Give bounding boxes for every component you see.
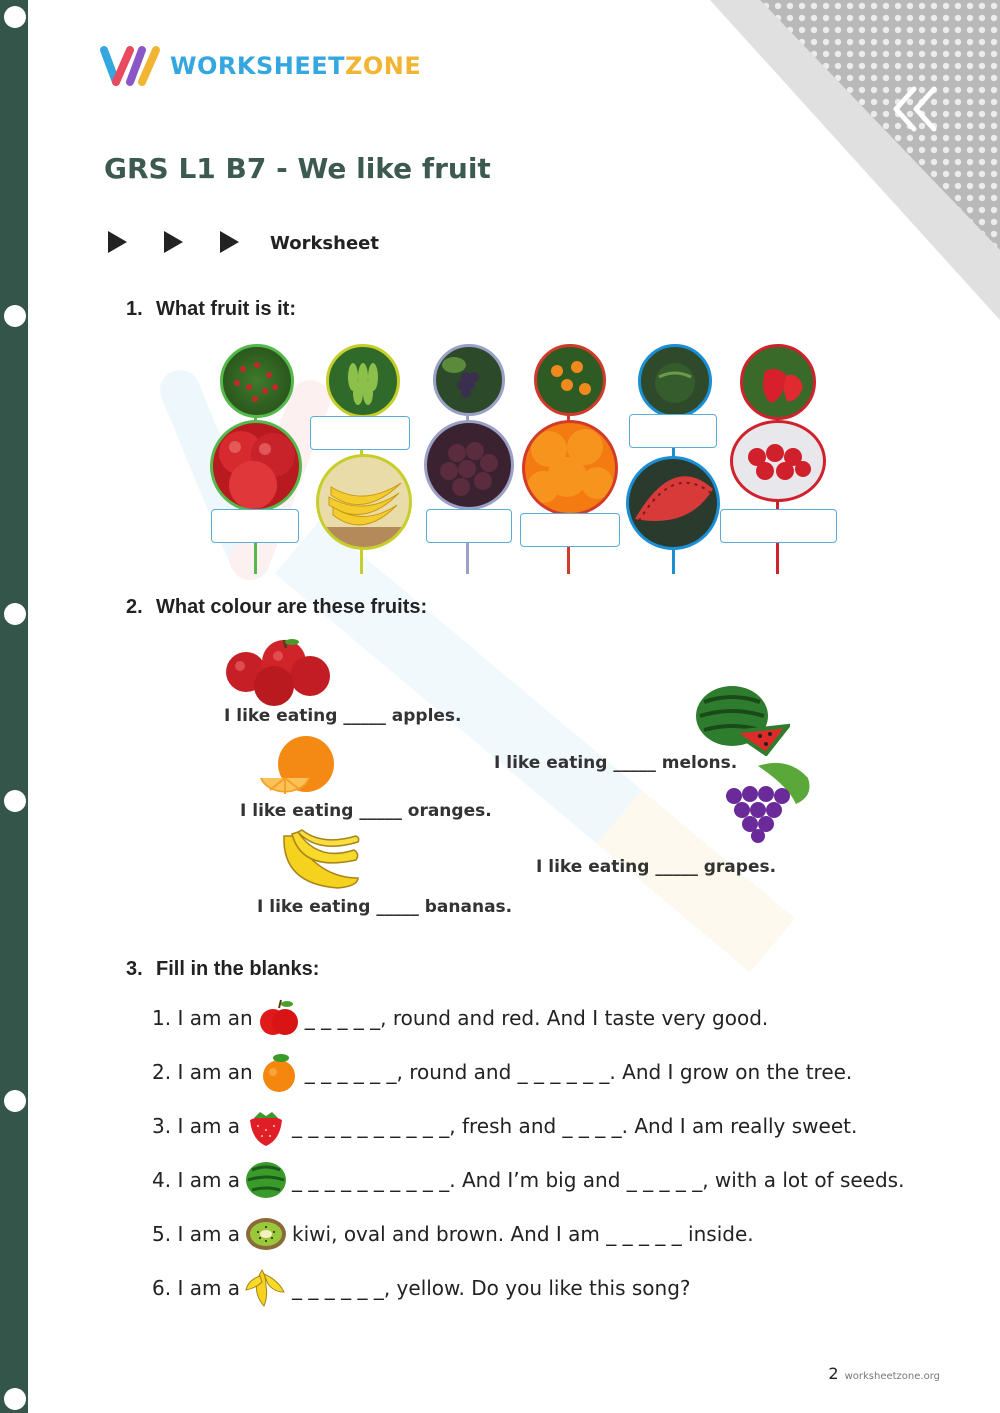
grapes-illustration bbox=[718, 756, 826, 846]
watermelon-icon bbox=[244, 1158, 288, 1202]
section3-number: 3. bbox=[126, 958, 143, 980]
line-text: _ _ _ _ _ _, round and _ _ _ _ _ _. And I grow on the tree. bbox=[304, 1060, 853, 1084]
section3-title: Fill in the blanks: bbox=[156, 958, 320, 980]
bananas-sentence: I like eating _____ bananas. bbox=[257, 897, 513, 917]
banana-illustration bbox=[278, 828, 362, 900]
worksheet-label: Worksheet bbox=[270, 233, 379, 254]
binder-hole bbox=[4, 790, 26, 812]
double-chevron-left-icon[interactable] bbox=[892, 86, 940, 132]
line-text: _ _ _ _ _, round and red. And I taste very good. bbox=[304, 1006, 769, 1030]
kiwi-icon bbox=[244, 1212, 288, 1256]
apples-sentence: I like eating _____ apples. bbox=[224, 706, 462, 726]
strawberry-plant-photo bbox=[740, 344, 816, 420]
answer-box[interactable] bbox=[211, 509, 299, 543]
section2-title: What colour are these fruits: bbox=[156, 596, 428, 618]
fill-blank-line bbox=[152, 1266, 691, 1310]
melon-plant-photo bbox=[638, 344, 712, 418]
orange-tree-photo bbox=[534, 344, 606, 416]
grapes-sentence: I like eating _____ grapes. bbox=[536, 857, 777, 877]
play-icon[interactable] bbox=[220, 231, 239, 253]
oranges-sentence: I like eating _____ oranges. bbox=[240, 801, 492, 821]
fill-blank-line bbox=[152, 1050, 852, 1094]
apple-icon bbox=[257, 996, 301, 1040]
play-icon[interactable] bbox=[164, 231, 183, 253]
line-prefix: 1. I am an bbox=[152, 1006, 253, 1030]
line-prefix: 4. I am a bbox=[152, 1168, 241, 1192]
page-title: GRS L1 B7 - We like fruit bbox=[104, 152, 491, 185]
strawberry-icon bbox=[244, 1104, 288, 1148]
strawberry-bowl-photo bbox=[730, 420, 826, 502]
grapes-photo bbox=[424, 420, 514, 510]
apple-tree-photo bbox=[220, 344, 294, 418]
corner-decoration bbox=[700, 0, 1000, 320]
logo-mark-icon bbox=[100, 44, 162, 88]
line-text: _ _ _ _ _ _, yellow. Do you like this song? bbox=[292, 1276, 691, 1300]
fill-blank-line bbox=[152, 996, 768, 1040]
section1-title: What fruit is it: bbox=[156, 298, 296, 320]
section1-heading bbox=[126, 298, 296, 321]
page-number: 2 bbox=[828, 1364, 839, 1383]
banana-tree-photo bbox=[326, 344, 400, 418]
brand-logo[interactable] bbox=[100, 44, 421, 88]
line-prefix: 2. I am an bbox=[152, 1060, 253, 1084]
brand-name-part2: ZONE bbox=[344, 52, 422, 80]
melon-slice-photo bbox=[626, 456, 720, 550]
orange-icon bbox=[257, 1050, 301, 1094]
answer-box[interactable] bbox=[310, 416, 410, 450]
binder-hole bbox=[4, 6, 26, 28]
apples-illustration bbox=[222, 636, 332, 706]
answer-box[interactable] bbox=[720, 509, 837, 543]
grape-vine-photo bbox=[433, 344, 505, 416]
oranges-photo bbox=[522, 420, 618, 516]
answer-box[interactable] bbox=[520, 513, 620, 547]
watermelon-illustration bbox=[694, 682, 790, 756]
binder-strip bbox=[0, 0, 28, 1413]
line-text: _ _ _ _ _ _ _ _ _ _. And I’m big and _ _ _ _ _, with a lot of seeds. bbox=[292, 1168, 905, 1192]
line-text: kiwi, oval and brown. And I am _ _ _ _ _ inside. bbox=[292, 1222, 754, 1246]
line-text: _ _ _ _ _ _ _ _ _ _, fresh and _ _ _ _. And I am really sweet. bbox=[292, 1114, 858, 1138]
apples-photo bbox=[210, 420, 302, 512]
section1-number: 1. bbox=[126, 298, 143, 320]
line-prefix: 6. I am a bbox=[152, 1276, 241, 1300]
line-prefix: 3. I am a bbox=[152, 1114, 241, 1138]
answer-box[interactable] bbox=[426, 509, 512, 543]
fill-blank-line bbox=[152, 1104, 857, 1148]
binder-hole bbox=[4, 603, 26, 625]
answer-box[interactable] bbox=[629, 414, 717, 448]
section2-number: 2. bbox=[126, 596, 143, 618]
line-prefix: 5. I am a bbox=[152, 1222, 241, 1246]
fill-blank-line bbox=[152, 1158, 904, 1202]
banana-icon bbox=[244, 1266, 288, 1310]
binder-hole bbox=[4, 1090, 26, 1112]
play-icon[interactable] bbox=[108, 231, 127, 253]
binder-hole bbox=[4, 1388, 26, 1410]
orange-illustration bbox=[258, 734, 340, 800]
section2-heading bbox=[126, 596, 427, 619]
site-url[interactable]: worksheetzone.org bbox=[844, 1371, 940, 1382]
fill-blank-line bbox=[152, 1212, 754, 1256]
binder-hole bbox=[4, 305, 26, 327]
section3-heading bbox=[126, 958, 319, 981]
page-footer bbox=[828, 1364, 940, 1383]
melons-sentence: I like eating _____ melons. bbox=[494, 753, 738, 773]
bananas-photo bbox=[316, 454, 412, 550]
brand-name-part1: WORKSHEET bbox=[170, 52, 345, 80]
